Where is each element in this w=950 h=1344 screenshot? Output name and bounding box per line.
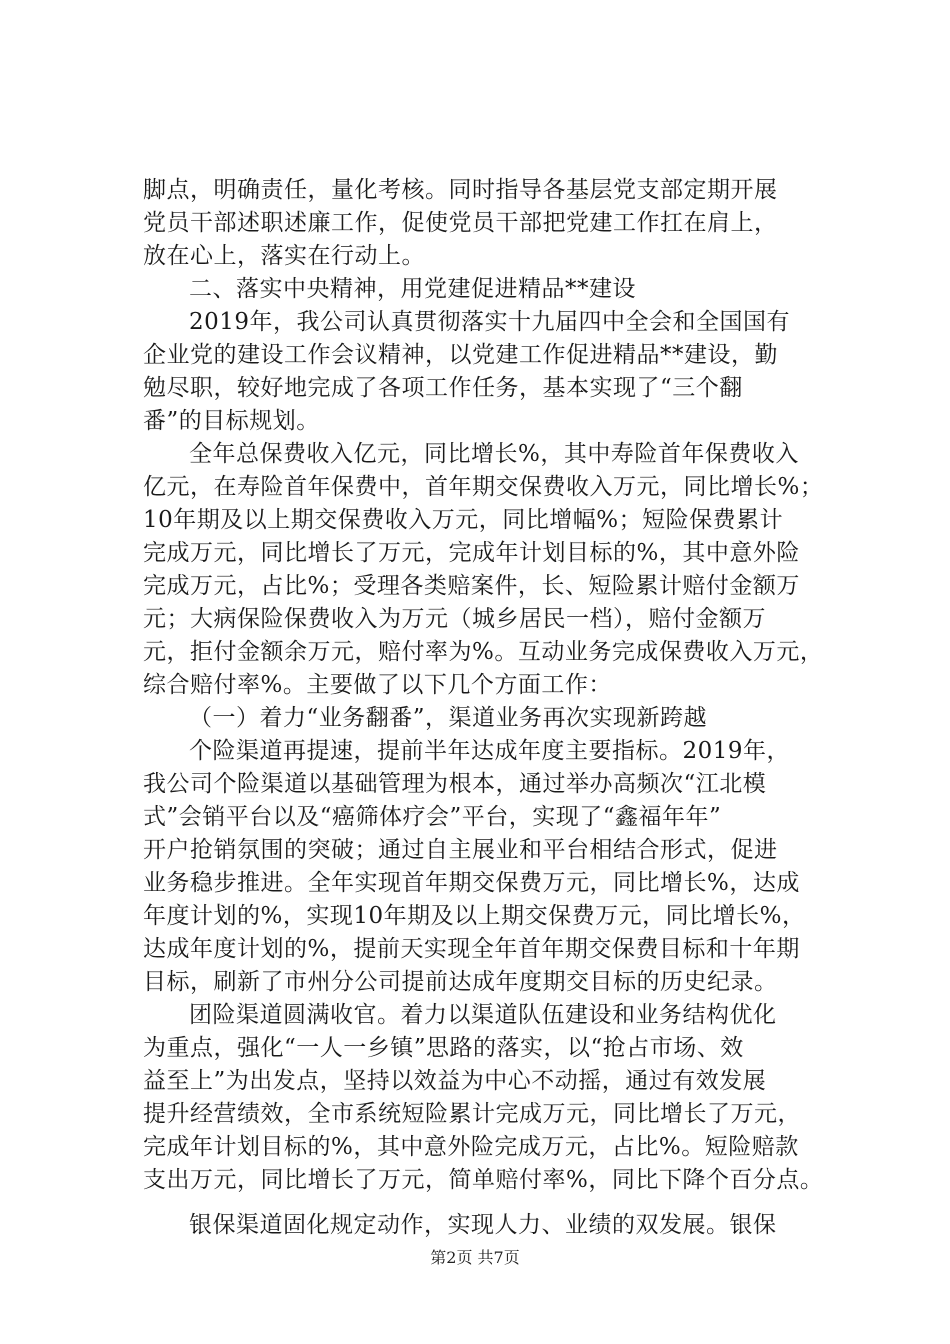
body-text-line: 亿元，在寿险首年保费中，首年期交保费收入万元，同比增长%；	[143, 474, 824, 500]
body-text-line: 完成年计划目标的%，其中意外险完成万元，占比%。短险赔款	[143, 1134, 799, 1160]
body-text-line: 完成万元，占比%；受理各类赔案件，长、短险累计赔付金额万	[143, 573, 800, 599]
body-text-line: 全年总保费收入亿元，同比增长%，其中寿险首年保费收入	[189, 441, 799, 467]
body-text-line: 党员干部述职述廉工作，促使党员干部把党建工作扛在肩上，	[143, 210, 778, 236]
body-text-line: 10年期及以上期交保费收入万元，同比增幅%；短险保费累计	[143, 507, 784, 533]
body-text-line: 年度计划的%，实现10年期及以上期交保费万元，同比增长%，	[143, 903, 806, 929]
body-text-line: 业务稳步推进。全年实现首年期交保费万元，同比增长%，达成	[143, 870, 800, 896]
body-text-line: 我公司个险渠道以基础管理为根本，通过举办高频次“江北模	[143, 771, 767, 797]
body-text-line: 番”的目标规划。	[143, 408, 320, 434]
page-number-footer: 第2页 共7页	[430, 1248, 520, 1267]
body-text-line: 达成年度计划的%，提前天实现全年首年期交保费目标和十年期	[143, 936, 800, 962]
body-text-line: 益至上”为出发点，坚持以效益为中心不动摇，通过有效发展	[143, 1068, 767, 1094]
body-text-line: 银保渠道固化规定动作，实现人力、业绩的双发展。银保	[189, 1212, 777, 1238]
body-text-line: 企业党的建设工作会议精神，以党建工作促进精品**建设，勤	[143, 342, 778, 368]
section-heading: 二、落实中央精神，用党建促进精品**建设	[189, 276, 636, 302]
body-text-line: 支出万元，同比增长了万元，简单赔付率%，同比下降个百分点。	[143, 1167, 824, 1193]
body-text-line: 个险渠道再提速，提前半年达成年度主要指标。2019年，	[189, 738, 791, 764]
body-text-line: 目标，刷新了市州分公司提前达成年度期交目标的历史纪录。	[143, 969, 778, 995]
body-text-line: 元，拒付金额余万元，赔付率为%。互动业务完成保费收入万元，	[143, 639, 824, 665]
body-text-line: 团险渠道圆满收官。着力以渠道队伍建设和业务结构优化	[189, 1002, 777, 1028]
body-text-line: 放在心上，落实在行动上。	[143, 243, 425, 269]
body-text-line: 为重点，强化“一人一乡镇”思路的落实，以“抢占市场、效	[143, 1035, 744, 1061]
body-text-line: 综合赔付率%。主要做了以下几个方面工作：	[143, 672, 612, 698]
body-text-line: 元；大病保险保费收入为万元（城乡居民一档），赔付金额万	[143, 606, 766, 632]
subsection-heading: （一）着力“业务翻番”，渠道业务再次实现新跨越	[189, 705, 708, 731]
body-text-line: 脚点，明确责任，量化考核。同时指导各基层党支部定期开展	[143, 177, 778, 203]
body-text-line: 勉尽职，较好地完成了各项工作任务，基本实现了“三个翻	[143, 375, 743, 401]
body-text-line: 提升经营绩效，全市系统短险累计完成万元，同比增长了万元，	[143, 1101, 801, 1127]
body-text-line: 完成万元，同比增长了万元，完成年计划目标的%，其中意外险	[143, 540, 800, 566]
body-text-line: 开户抢销氛围的突破；通过自主展业和平台相结合形式，促进	[143, 837, 778, 863]
body-text-line: 式”会销平台以及“癌筛体疗会”平台，实现了“鑫福年年”	[143, 804, 722, 830]
body-text-line: 2019年，我公司认真贯彻落实十九届四中全会和全国国有	[189, 309, 791, 335]
